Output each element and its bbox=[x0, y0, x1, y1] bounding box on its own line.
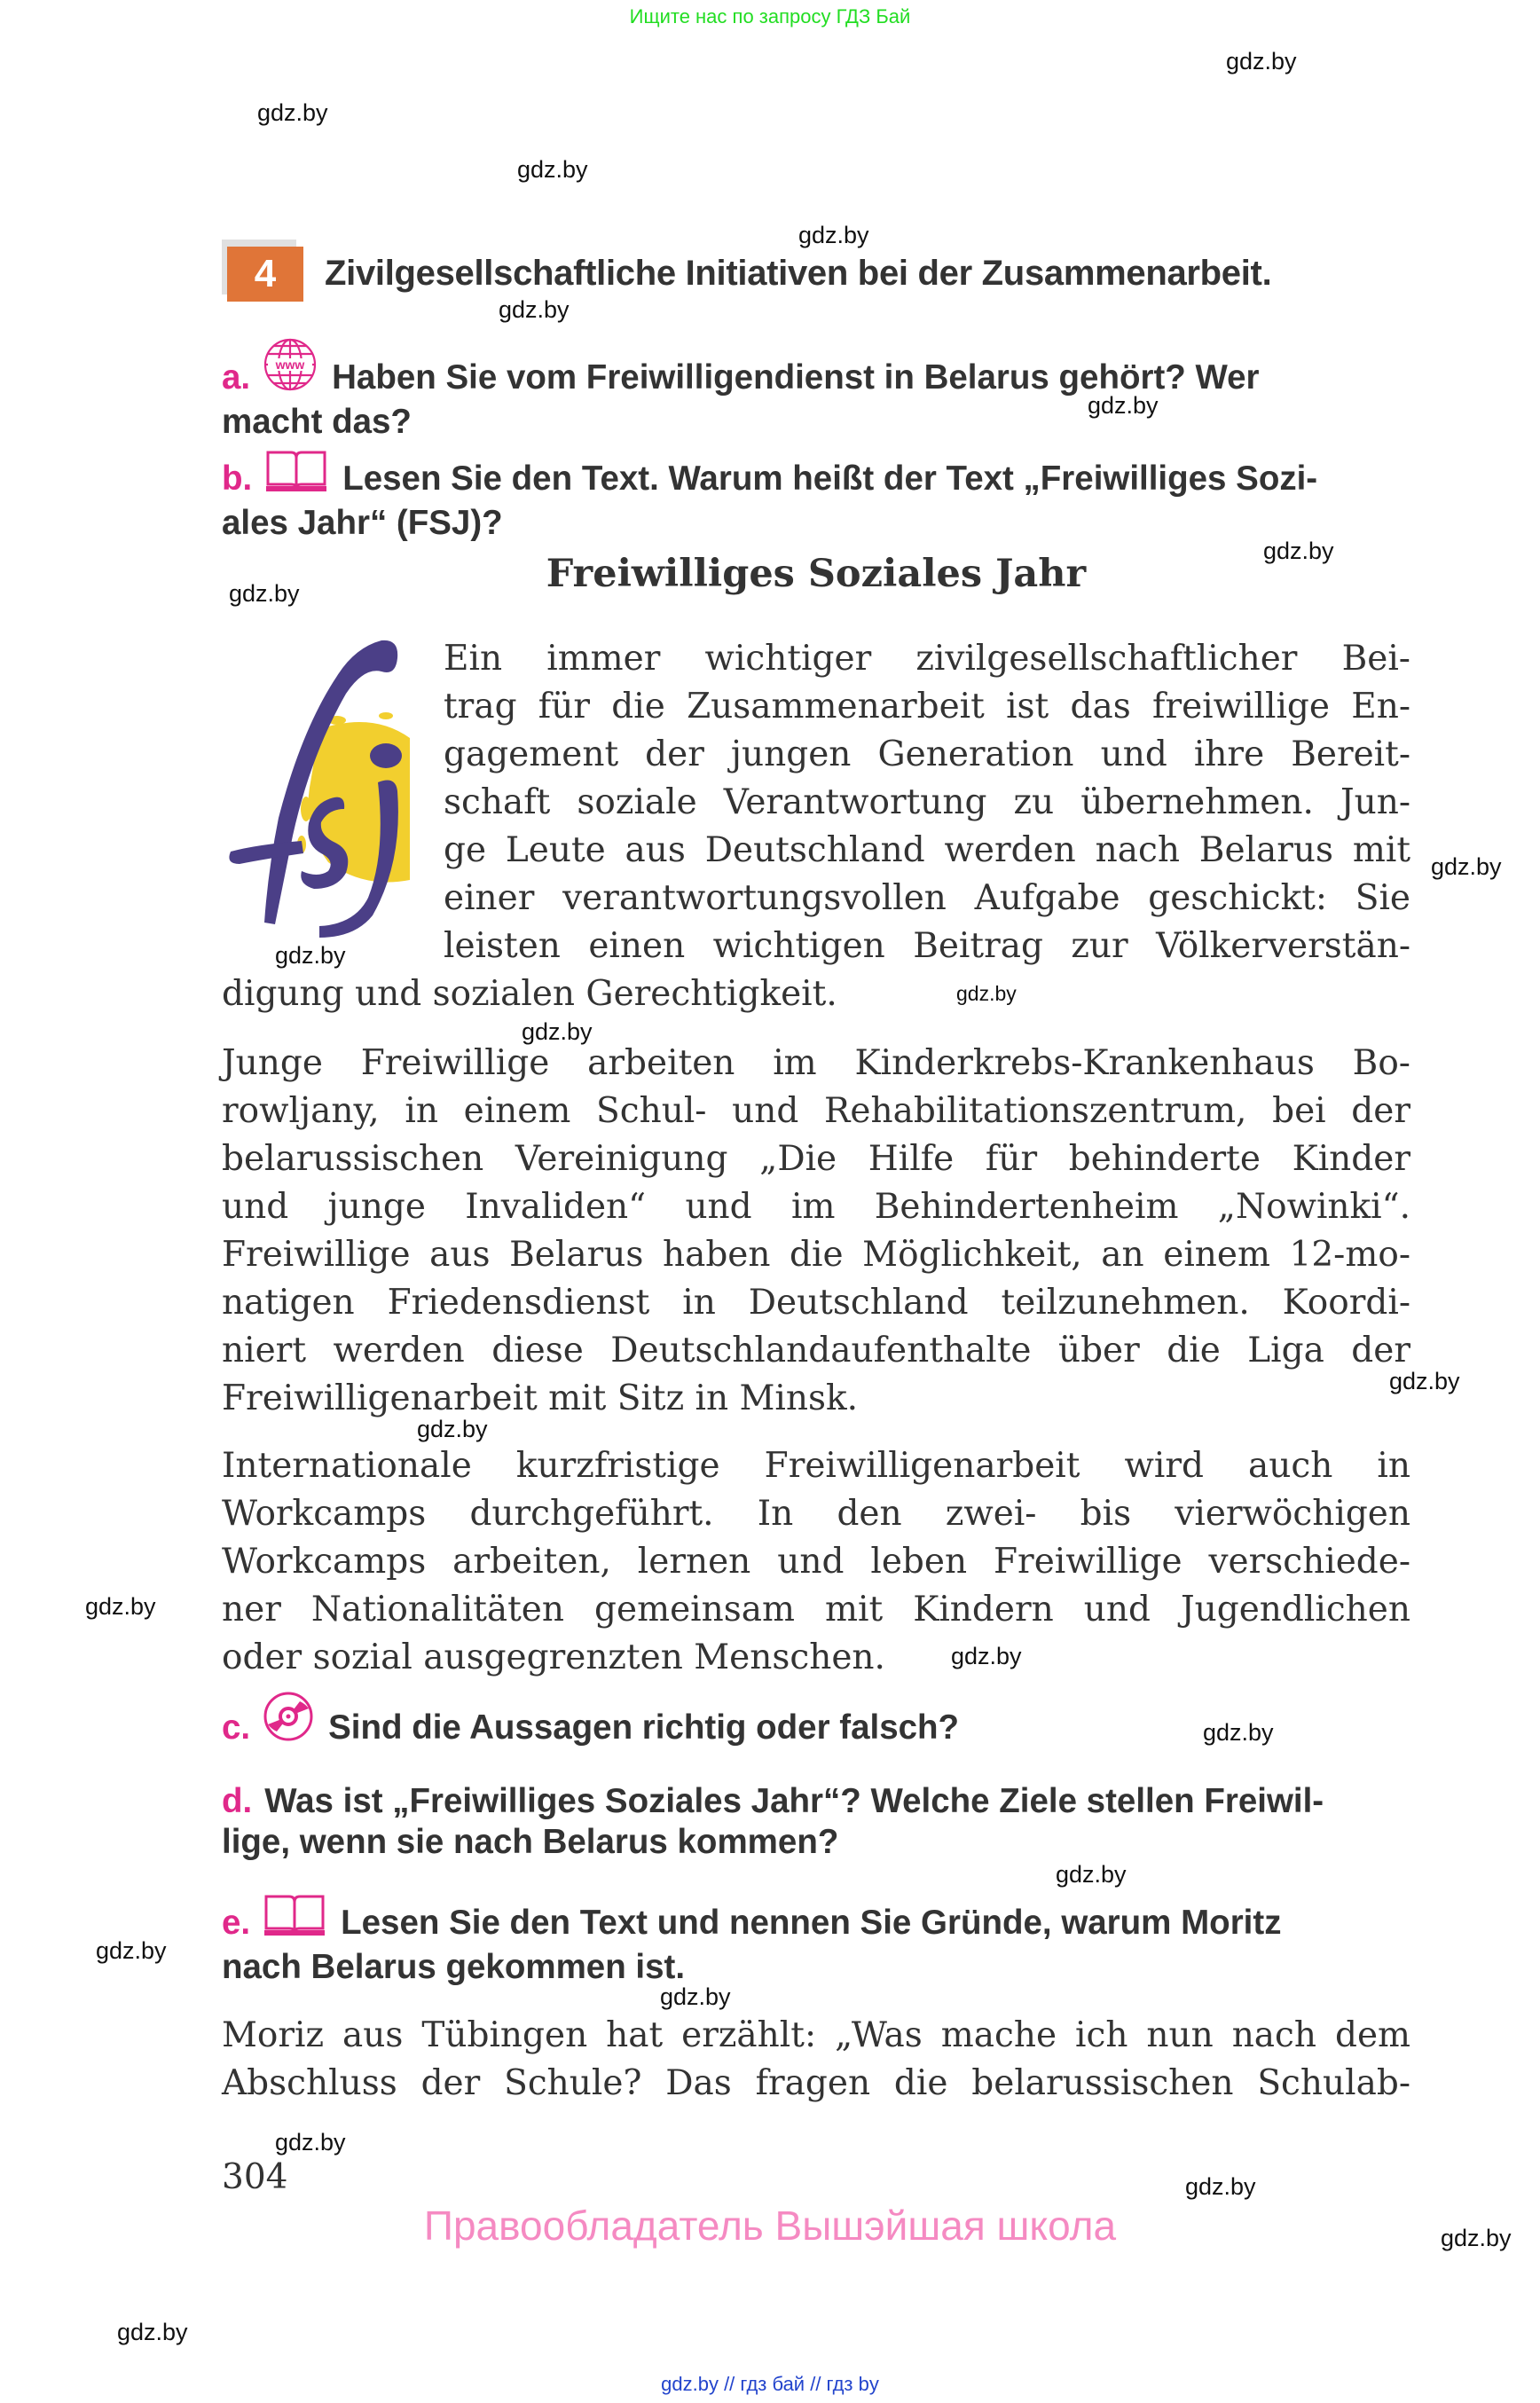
watermark: gdz.by bbox=[96, 1937, 167, 1964]
text-line: Abschluss der Schule? Das fragen die belarussischen Schulab- bbox=[222, 2063, 1410, 2103]
question-d bbox=[222, 1781, 1410, 1863]
watermark: gdz.by bbox=[499, 296, 570, 323]
article-paragraph-1-end bbox=[222, 970, 1410, 1018]
question-text-line: ales Jahr“ (FSJ)? bbox=[222, 504, 503, 542]
cd-disc-icon bbox=[263, 1691, 314, 1752]
text-line: oder sozial ausgegrenzten Menschen. bbox=[222, 1637, 885, 1677]
text-line: Internationale kurzfristige Freiwilligenarbeit wird auch in bbox=[222, 1446, 1410, 1486]
question-text-line: Lesen Sie den Text. Warum heißt der Text „Freiwilliges Sozi- bbox=[342, 459, 1318, 498]
question-c bbox=[222, 1691, 1410, 1752]
article-title: Freiwilliges Soziales Jahr bbox=[546, 552, 1087, 596]
question-letter: e. bbox=[222, 1904, 251, 1942]
article-paragraph-2 bbox=[222, 1040, 1410, 1423]
watermark: gdz.by bbox=[275, 2129, 346, 2156]
text-line: schaft soziale Verantwortung zu übernehmen. Jun- bbox=[444, 782, 1410, 822]
text-line: trag für die Zusammenarbeit ist das freiwillige En- bbox=[444, 687, 1410, 726]
text-line: leisten einen wichtigen Beitrag zur Völkerverstän- bbox=[444, 926, 1410, 966]
watermark: gdz.by bbox=[1263, 538, 1334, 564]
www-globe-icon bbox=[263, 337, 318, 402]
task-number-badge bbox=[222, 240, 303, 302]
text-line: Junge Freiwillige arbeiten im Kinderkrebs-Krankenhaus Bo- bbox=[222, 1043, 1410, 1083]
question-text-line: lige, wenn sie nach Belarus kommen? bbox=[222, 1823, 839, 1861]
question-text-line: nach Belarus gekommen ist. bbox=[222, 1948, 686, 1986]
text-line: belarussischen Vereinigung „Die Hilfe für behinderte Kinder bbox=[222, 1139, 1410, 1179]
question-letter: c. bbox=[222, 1708, 251, 1747]
watermark: gdz.by bbox=[1389, 1368, 1460, 1394]
text-line: Moriz aus Tübingen hat erzählt: „Was mache ich nun nach dem bbox=[222, 2015, 1410, 2055]
question-text-line: Lesen Sie den Text und nennen Sie Gründe, warum Moritz bbox=[341, 1904, 1282, 1942]
text-line: Workcamps arbeiten, lernen und leben Freiwillige verschiede- bbox=[222, 1542, 1410, 1582]
text-line: natigen Friedensdienst in Deutschland teilzunehmen. Koordi- bbox=[222, 1283, 1410, 1323]
watermark: gdz.by bbox=[117, 2319, 188, 2345]
watermark: gdz.by bbox=[1185, 2173, 1256, 2200]
question-text-line: Haben Sie vom Freiwilligendienst in Belarus gehört? Wer bbox=[332, 358, 1260, 397]
watermark: gdz.by bbox=[660, 1983, 731, 2010]
page-number: 304 bbox=[222, 2157, 288, 2197]
open-book-icon bbox=[263, 1893, 326, 1947]
copyright-notice: Правообладатель Вышэйшая школа bbox=[423, 2203, 1117, 2249]
footer-links[interactable]: gdz.by // гдз бай // гдз by bbox=[661, 2373, 879, 2395]
watermark: gdz.by bbox=[1441, 2225, 1512, 2251]
text-line: Freiwilligenarbeit mit Sitz in Minsk. bbox=[222, 1378, 859, 1418]
text-line: und junge Invaliden“ und im Behindertenheim „Nowinki“. bbox=[222, 1187, 1410, 1227]
question-a bbox=[222, 337, 1410, 443]
task-number: 4 bbox=[227, 247, 303, 302]
watermark: gdz.by bbox=[517, 156, 588, 183]
text-line: rowljany, in einem Schul- und Rehabilitationszentrum, bei der bbox=[222, 1091, 1410, 1131]
article-paragraph-3 bbox=[222, 1442, 1410, 1682]
text-line: Workcamps durchgeführt. In den zwei- bis vierwöchigen bbox=[222, 1494, 1410, 1534]
question-letter: a. bbox=[222, 358, 251, 397]
article-paragraph-1 bbox=[444, 635, 1410, 970]
watermark: gdz.by bbox=[522, 1018, 593, 1045]
text-line: einer verantwortungsvollen Aufgabe geschickt: Sie bbox=[444, 878, 1410, 918]
top-banner: Ищите нас по запросу ГДЗ Бай bbox=[629, 5, 911, 27]
question-letter: b. bbox=[222, 459, 253, 498]
text-line: gagement der jungen Generation und ihre Bereit- bbox=[444, 734, 1410, 774]
watermark: gdz.by bbox=[1431, 853, 1502, 880]
watermark: gdz.by bbox=[951, 1643, 1022, 1669]
watermark: gdz.by bbox=[85, 1593, 156, 1620]
text-line: ner Nationalitäten gemeinsam mit Kindern und Jugendlichen bbox=[222, 1590, 1410, 1629]
text-line: digung und sozialen Gerechtigkeit. bbox=[222, 974, 837, 1014]
question-text-line: Sind die Aussagen richtig oder falsch? bbox=[328, 1708, 960, 1747]
svg-text:www: www bbox=[275, 357, 305, 372]
watermark: gdz.by bbox=[229, 580, 300, 607]
article-paragraph-4 bbox=[222, 2012, 1410, 2108]
question-text-line: Was ist „Freiwilliges Soziales Jahr“? Welche Ziele stellen Freiwil- bbox=[264, 1782, 1324, 1820]
fsj-logo bbox=[222, 632, 417, 942]
watermark: gdz.by bbox=[1088, 392, 1159, 419]
question-letter: d. bbox=[222, 1782, 253, 1820]
watermark: gdz.by bbox=[417, 1416, 488, 1442]
text-line: Ein immer wichtiger zivilgesellschaftlicher Bei- bbox=[444, 639, 1410, 679]
watermark: gdz.by bbox=[1203, 1719, 1274, 1746]
watermark: gdz.by bbox=[275, 942, 346, 969]
watermark: gdz.by bbox=[798, 222, 869, 248]
open-book-icon bbox=[264, 449, 328, 503]
watermark: gdz.by bbox=[956, 982, 1017, 1005]
text-line: niert werden diese Deutschlandaufenthalte über die Liga der bbox=[222, 1331, 1410, 1370]
watermark: gdz.by bbox=[257, 99, 328, 126]
question-b bbox=[222, 449, 1410, 544]
watermark: gdz.by bbox=[1056, 1861, 1127, 1888]
text-line: ge Leute aus Deutschland werden nach Belarus mit bbox=[444, 830, 1410, 870]
watermark: gdz.by bbox=[1226, 48, 1297, 75]
task-title: Zivilgesellschaftliche Initiativen bei der Zusammenarbeit. bbox=[325, 254, 1272, 293]
text-line: Freiwillige aus Belarus haben die Möglichkeit, an einem 12-mo- bbox=[222, 1235, 1410, 1275]
question-text-line: macht das? bbox=[222, 403, 412, 441]
question-e bbox=[222, 1893, 1410, 1988]
